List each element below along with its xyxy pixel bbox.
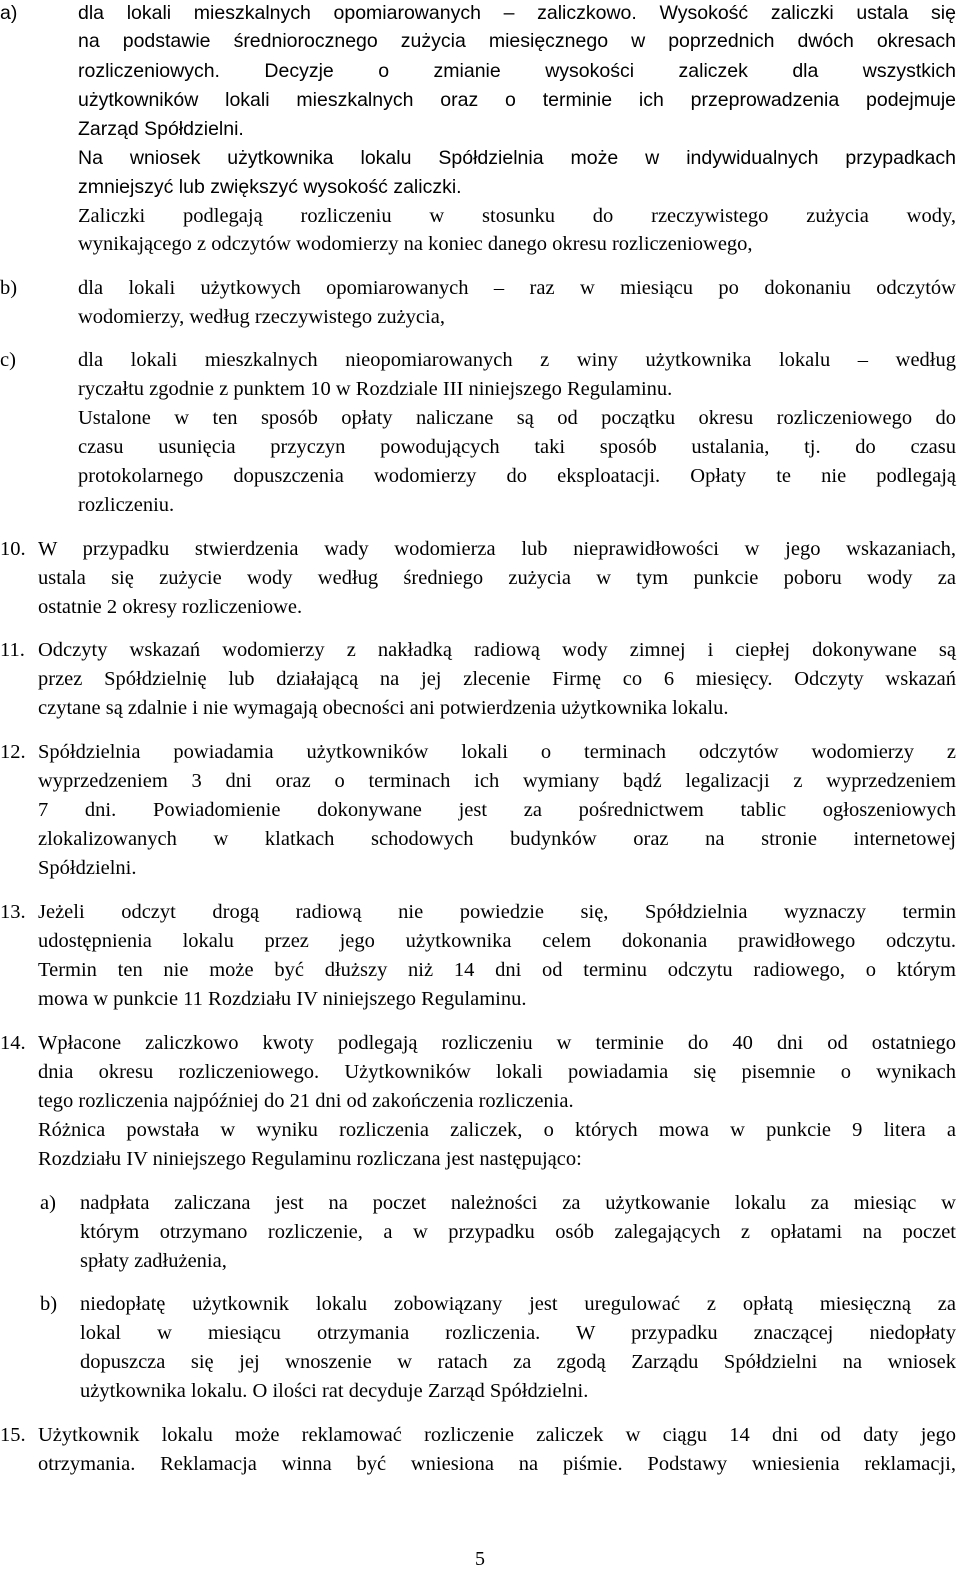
text-line <box>0 28 960 54</box>
paragraph-text: otrzymania. Reklamacja winna być wniesiona na piśmie. Podstawy wniesienia reklamacji, <box>38 1453 956 1475</box>
text-line <box>0 434 960 460</box>
paragraph-text: przez Spółdzielnię lub działającą na jej zlecenie Firmę co 6 miesięcy. Odczyty wskazań <box>38 668 956 690</box>
paragraph-text: Jeżeli odczyt drogą radiową nie powiedzie się, Spółdzielnia wyznaczy termin <box>38 901 956 923</box>
page-number: 5 <box>475 1548 485 1570</box>
text-line <box>0 463 960 489</box>
text-line <box>0 492 960 518</box>
item-number: 10. <box>0 538 26 560</box>
text-line <box>0 376 960 402</box>
text-line <box>0 304 960 330</box>
text-line <box>0 957 960 983</box>
list-marker: c) <box>0 349 16 371</box>
paragraph-text: mowa w punkcie 11 Rozdziału IV niniejszego Regulaminu. <box>38 988 527 1010</box>
paragraph-text: tego rozliczenia najpóźniej do 21 dni od zakończenia rozliczenia. <box>38 1090 574 1112</box>
text-line <box>0 116 960 142</box>
paragraph-text: Rozdziału IV niniejszego Regulaminu rozliczana jest następująco: <box>38 1148 582 1170</box>
text-line <box>0 594 960 620</box>
paragraph-text: Spółdzielnia powiadamia użytkowników lokali o terminach odczytów wodomierzy z <box>38 741 956 763</box>
paragraph-text: nadpłata zaliczana jest na poczet należności za użytkowanie lokalu za miesiąc w <box>80 1192 956 1214</box>
paragraph-text: dla lokali użytkowych opomiarowanych – raz w miesiącu po dokonaniu odczytów <box>78 277 956 299</box>
text-line <box>0 739 960 765</box>
paragraph-text: 7 dni. Powiadomienie dokonywane jest za pośrednictwem tablic ogłoszeniowych <box>38 799 956 821</box>
text-line <box>0 1030 960 1056</box>
paragraph-text: na podstawie średniorocznego zużycia miesięcznego w poprzednich dwóch okresach <box>78 30 956 52</box>
paragraph-text: Termin ten nie może być dłuższy niż 14 dni od terminu odczytu radiowego, o którym <box>38 959 956 981</box>
paragraph-text: ryczałtu zgodnie z punktem 10 w Rozdziale III niniejszego Regulaminu. <box>78 378 673 400</box>
text-line <box>0 405 960 431</box>
text-line <box>0 1219 960 1245</box>
text-line <box>0 986 960 1012</box>
text-line <box>0 1291 960 1317</box>
paragraph-text: dnia okresu rozliczeniowego. Użytkowników lokali powiadamia się pisemnie o wynikach <box>38 1061 956 1083</box>
paragraph-text: dla lokali mieszkalnych opomiarowanych – zaliczkowo. Wysokość zaliczki ustala się <box>78 2 956 24</box>
paragraph-text: rozliczeniowych. Decyzje o zmianie wysokości zaliczek dla wszystkich <box>78 60 956 82</box>
list-marker: b) <box>0 277 18 299</box>
text-line <box>0 1146 960 1172</box>
paragraph-text: W przypadku stwierdzenia wady wodomierza lub nieprawidłowości w jego wskazaniach, <box>38 538 956 560</box>
paragraph-text: Zarząd Spółdzielni. <box>78 118 244 140</box>
text-line <box>0 1422 960 1448</box>
text-line <box>0 565 960 591</box>
text-line <box>0 1117 960 1143</box>
paragraph-text: lokal w miesiącu otrzymania rozliczenia. W przypadku znaczącej niedopłaty <box>80 1322 956 1344</box>
paragraph-text: wynikającego z odczytów wodomierzy na koniec danego okresu rozliczeniowego, <box>78 233 753 255</box>
text-line <box>0 768 960 794</box>
paragraph-text: spłaty zadłużenia, <box>80 1250 227 1272</box>
list-marker: a) <box>40 1192 56 1214</box>
text-line <box>0 1059 960 1085</box>
paragraph-text: czytane są zdalnie i nie wymagają obecności ani potwierdzenia użytkownika lokalu. <box>38 697 729 719</box>
list-marker: b) <box>40 1293 58 1315</box>
text-line <box>0 928 960 954</box>
text-line <box>0 536 960 562</box>
text-line <box>0 797 960 823</box>
paragraph-text: ostatnie 2 okresy rozliczeniowe. <box>38 596 303 618</box>
paragraph-text: dla lokali mieszkalnych nieopomiarowanych z winy użytkownika lokalu – według <box>78 349 956 371</box>
paragraph-text: Na wniosek użytkownika lokalu Spółdzielnia może w indywidualnych przypadkach <box>78 147 956 169</box>
text-line <box>0 203 960 229</box>
text-line <box>0 1451 960 1477</box>
text-line <box>0 1378 960 1404</box>
paragraph-text: protokolarnego dopuszczenia wodomierzy do eksploatacji. Opłaty te nie podlegają <box>78 465 956 487</box>
text-line <box>0 666 960 692</box>
paragraph-text: użytkownika lokalu. O ilości rat decyduje Zarząd Spółdzielni. <box>80 1380 589 1402</box>
paragraph-text: czasu usunięcia przyczyn powodujących taki sposób ustalania, tj. do czasu <box>78 436 956 458</box>
paragraph-text: dopuszcza się jej wnoszenie w ratach za zgodą Zarządu Spółdzielni na wniosek <box>80 1351 956 1373</box>
paragraph-text: zlokalizowanych w klatkach schodowych budynków oraz na stronie internetowej <box>38 828 956 850</box>
text-line <box>0 1248 960 1274</box>
paragraph-text: Wpłacone zaliczkowo kwoty podlegają rozliczeniu w terminie do 40 dni od ostatniego <box>38 1032 956 1054</box>
paragraph-text: niedopłatę użytkownik lokalu zobowiązany jest uregulować z opłatą miesięczną za <box>80 1293 956 1315</box>
item-number: 15. <box>0 1424 26 1446</box>
text-line <box>0 145 960 171</box>
text-line <box>0 1088 960 1114</box>
paragraph-text: Różnica powstała w wyniku rozliczenia zaliczek, o których mowa w punkcie 9 litera a <box>38 1119 956 1141</box>
paragraph-text: ustala się zużycie wody według średniego zużycia w tym punkcie poboru wody za <box>38 567 956 589</box>
paragraph-text: Odczyty wskazań wodomierzy z nakładką radiową wody zimnej i ciepłej dokonywane są <box>38 639 956 661</box>
text-line <box>0 1349 960 1375</box>
paragraph-text: Spółdzielni. <box>38 857 137 879</box>
text-line <box>0 855 960 881</box>
paragraph-text: użytkowników lokali mieszkalnych oraz o terminie ich przeprowadzenia podejmuje <box>78 89 956 111</box>
item-number: 13. <box>0 901 26 923</box>
item-number: 14. <box>0 1032 26 1054</box>
text-line <box>0 695 960 721</box>
paragraph-text: którym otrzymano rozliczenie, a w przypadku osób zalegających z opłatami na poczet <box>80 1221 956 1243</box>
text-line <box>0 87 960 113</box>
paragraph-text: zmniejszyć lub zwiększyć wysokość zaliczki. <box>78 176 462 198</box>
paragraph-text: Użytkownik lokalu może reklamować rozliczenie zaliczek w ciągu 14 dni od daty jego <box>38 1424 956 1446</box>
text-line <box>0 347 960 373</box>
paragraph-text: udostępnienia lokalu przez jego użytkownika celem dokonania prawidłowego odczytu. <box>38 930 956 952</box>
text-line <box>0 637 960 663</box>
paragraph-text: rozliczeniu. <box>78 494 175 516</box>
paragraph-text: Ustalone w ten sposób opłaty naliczane są od początku okresu rozliczeniowego do <box>78 407 956 429</box>
text-line <box>0 1190 960 1216</box>
item-number: 12. <box>0 741 26 763</box>
text-line <box>0 826 960 852</box>
list-marker: a) <box>0 2 18 24</box>
text-line <box>0 275 960 301</box>
text-line <box>0 231 960 257</box>
paragraph-text: wyprzedzeniem 3 dni oraz o terminach ich wymiany bądź legalizacji z wyprzedzeniem <box>38 770 956 792</box>
text-line <box>0 1320 960 1346</box>
text-line <box>0 0 960 26</box>
item-number: 11. <box>0 639 25 661</box>
text-line <box>0 899 960 925</box>
text-line <box>0 58 960 84</box>
text-line <box>0 174 960 200</box>
paragraph-text: Zaliczki podlegają rozliczeniu w stosunku do rzeczywistego zużycia wody, <box>78 205 956 227</box>
paragraph-text: wodomierzy, według rzeczywistego zużycia, <box>78 306 445 328</box>
